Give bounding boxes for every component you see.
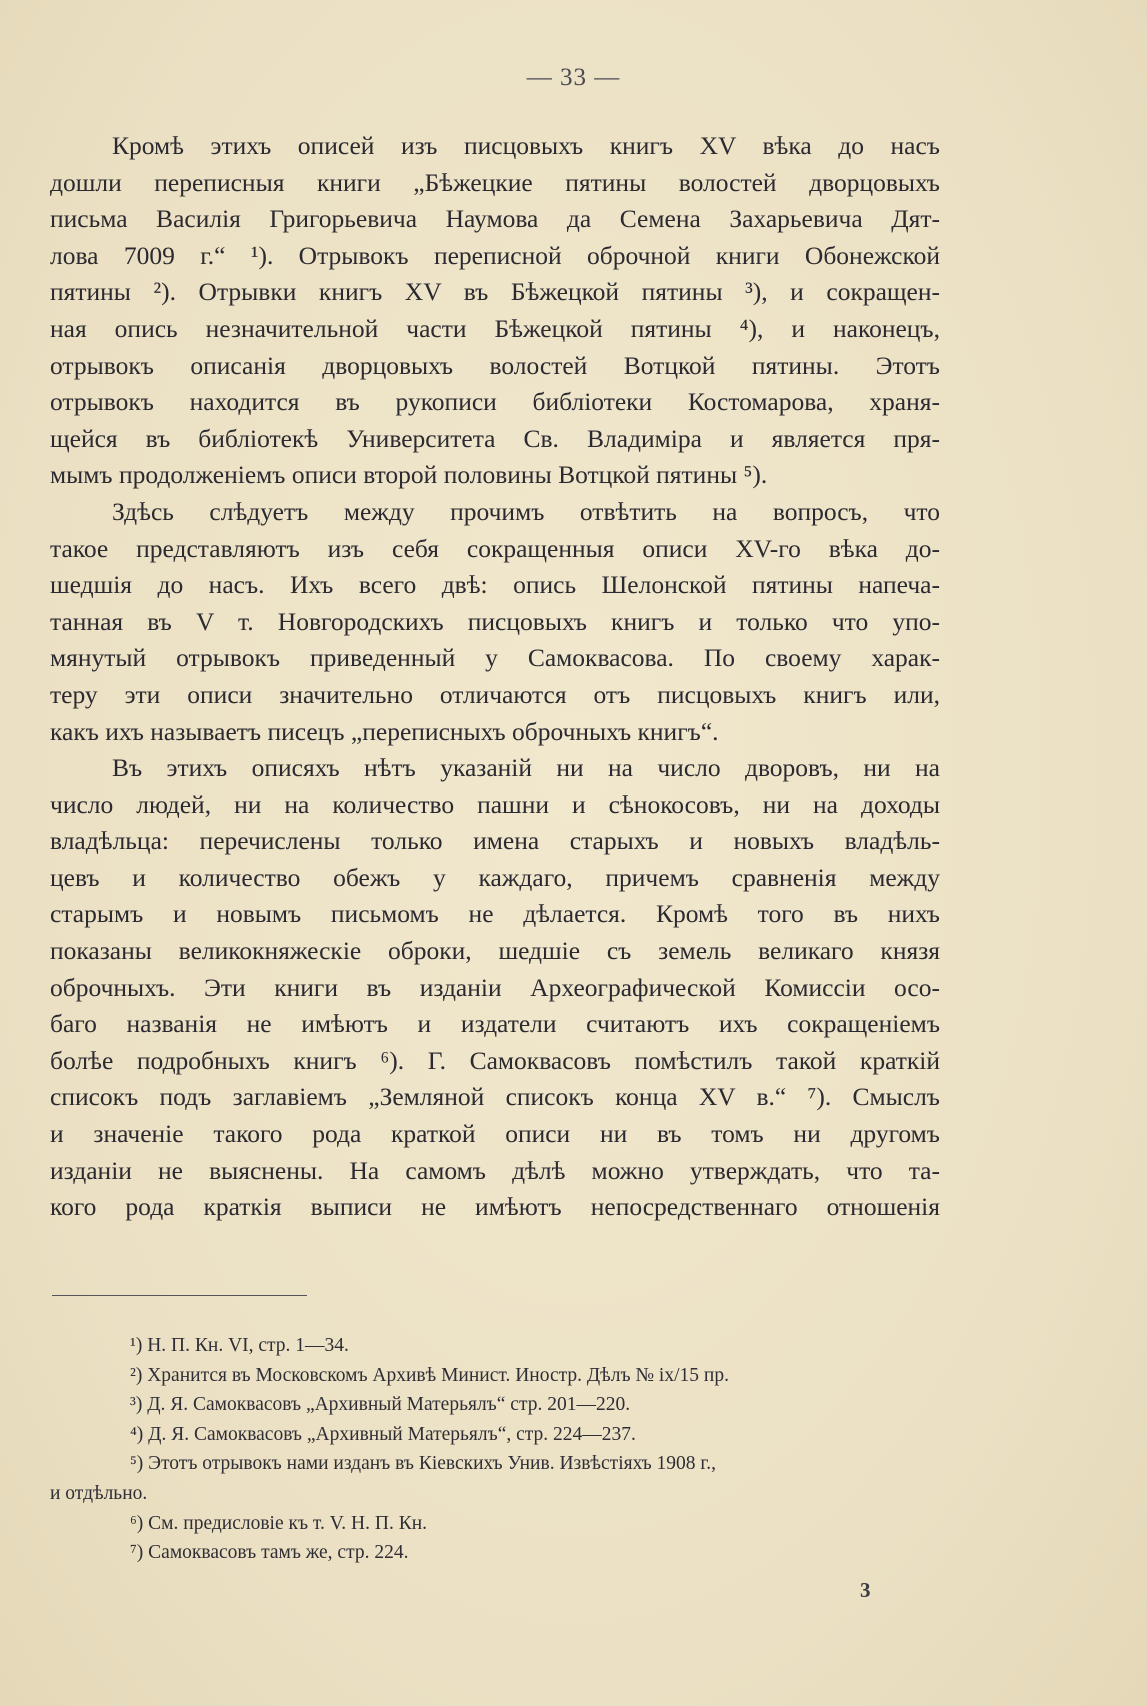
text-line: какъ ихъ называетъ писецъ „переписныхъ оброчныхъ книгъ“. [50, 716, 719, 746]
footnote-continuation: и отдѣльно. [50, 1482, 148, 1504]
text-line: мымъ продолженіемъ описи второй половины Вотцкой пятины ⁵). [50, 460, 768, 490]
body-text [50, 128, 940, 1226]
text-line: показаны великокняжескіе оброки, шедшіе съ земель великаго князя [50, 936, 940, 966]
text-line: владѣльца: перечислены только имена старыхъ и новыхъ владѣль- [50, 826, 940, 856]
footnote-separator [52, 1295, 307, 1296]
text-line: Здѣсь слѣдуетъ между прочимъ отвѣтить на вопросъ, что [112, 496, 940, 526]
text-line: щейся въ библіотекѣ Университета Св. Владиміра и является пря- [50, 423, 940, 453]
text-line: шедшія до насъ. Ихъ всего двѣ: опись Шелонской пятины напеча- [50, 570, 940, 600]
text-line: лова 7009 г.“ ¹). Отрывокъ переписной оброчной книги Обонежской [50, 240, 940, 270]
page-number: — 33 — [526, 64, 621, 91]
footnote: ⁴) Д. Я. Самоквасовъ „Архивный Матерьялъ“, стр. 224—237. [130, 1423, 636, 1445]
text-line: списокъ подъ заглавіемъ „Земляной списокъ конца XV в.“ ⁷). Смыслъ [50, 1082, 940, 1112]
text-line: теру эти описи значительно отличаются отъ писцовыхъ книгъ или, [50, 679, 940, 709]
text-line: ная опись незначительной части Бѣжецкой пятины ⁴), и наконецъ, [50, 313, 940, 343]
text-line: цевъ и количество обежъ у каждаго, причемъ сравненія между [50, 862, 940, 892]
text-line: дошли переписныя книги „Бѣжецкие пятины волостей дворцовыхъ [50, 167, 940, 197]
text-line: изданіи не выяснены. На самомъ дѣлѣ можно утверждать, что та- [50, 1155, 940, 1185]
text-line: старымъ и новымъ письмомъ не дѣлается. Кромѣ того въ нихъ [50, 899, 940, 929]
signature-mark: 3 [860, 1578, 871, 1602]
text-line: и значеніе такого рода краткой описи ни въ томъ ни другомъ [50, 1119, 940, 1149]
text-line: оброчныхъ. Эти книги въ изданіи Археографической Комиссіи осо- [50, 972, 940, 1002]
footnotes [50, 1331, 940, 1568]
text-line: Кромѣ этихъ описей изъ писцовыхъ книгъ XV вѣка до насъ [112, 131, 940, 160]
text-line: письма Василія Григорьевича Наумова да Семена Захарьевича Дят- [50, 204, 940, 234]
footnote: ¹) Н. П. Кн. VI, стр. 1—34. [130, 1335, 349, 1356]
text-line: Въ этихъ описяхъ нѣтъ указаній ни на число дворовъ, ни на [112, 753, 940, 783]
text-line: баго названія не имѣютъ и издатели считаютъ ихъ сокращеніемъ [50, 1009, 940, 1039]
footnote: ⁵) Этотъ отрывокъ нами изданъ въ Кіевскихъ Унив. Извѣстіяхъ 1908 г., [130, 1453, 716, 1475]
footnote: ⁷) Самоквасовъ тамъ же, стр. 224. [130, 1542, 409, 1564]
text-line: пятины ²). Отрывки книгъ XV въ Бѣжецкой пятины ³), и сокращен- [50, 277, 940, 307]
text-line: танная въ V т. Новгородскихъ писцовыхъ книгъ и только что упо- [50, 606, 940, 636]
text-line: число людей, ни на количество пашни и сѣнокосовъ, ни на доходы [50, 789, 940, 819]
text-line: такое представляютъ изъ себя сокращенныя описи XV-го вѣка до- [50, 533, 940, 563]
text-line: отрывокъ находится въ рукописи библіотеки Костомарова, храня- [50, 387, 940, 417]
text-line: болѣе подробныхъ книгъ ⁶). Г. Самоквасовъ помѣстилъ такой краткій [50, 1045, 940, 1075]
footnote: ²) Хранится въ Московскомъ Архивѣ Минист. Иностр. Дѣлъ № ix/15 пр. [130, 1364, 729, 1386]
footnote: ³) Д. Я. Самоквасовъ „Архивный Матерьялъ“ стр. 201—220. [130, 1394, 631, 1416]
text-line: отрывокъ описанія дворцовыхъ волостей Вотцкой пятины. Этотъ [50, 350, 940, 380]
footnote: ⁶) См. предисловіе къ т. V. Н. П. Кн. [130, 1512, 428, 1534]
text-line: мянутый отрывокъ приведенный у Самоквасова. По своему харак- [50, 643, 940, 673]
text-line: кого рода краткія выписи не имѣютъ непосредственнаго отношенія [50, 1192, 940, 1222]
